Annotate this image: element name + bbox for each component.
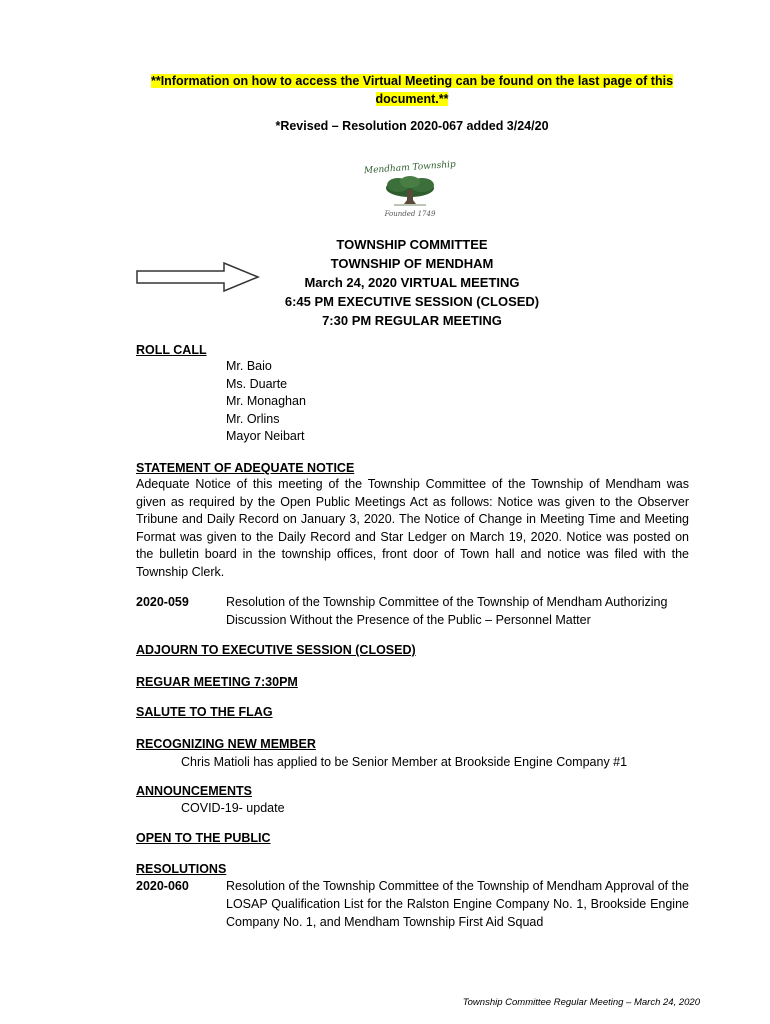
resolution-text: Resolution of the Township Committee of the Township of Mendham Authorizing Discussion Without the Presence of the Public – Personnel Matter [226, 595, 668, 627]
announcements-heading: ANNOUNCEMENTS [136, 784, 252, 798]
new-member-text: Chris Matioli has applied to be Senior Member at Brookside Engine Company #1 [181, 755, 628, 769]
page-footer: Township Committee Regular Meeting – March 24, 2020 [462, 997, 700, 1008]
adequate-notice-heading: STATEMENT OF ADEQUATE NOTICE [136, 461, 355, 475]
resolution-number: 2020-060 [136, 879, 189, 893]
header-line: TOWNSHIP OF MENDHAM [330, 256, 494, 271]
notice-line-2: document.** [375, 92, 449, 106]
resolution-number: 2020-059 [136, 595, 189, 609]
open-public-heading: OPEN TO THE PUBLIC [136, 831, 271, 845]
member-name: Mr. Monaghan [226, 394, 306, 408]
header-line: 7:30 PM REGULAR MEETING [322, 313, 502, 328]
meeting-header [250, 235, 574, 330]
right-arrow-icon [136, 262, 260, 292]
notice-line-1: **Information on how to access the Virtual Meeting can be found on the last page of this [150, 74, 674, 88]
salute-heading: SALUTE TO THE FLAG [136, 705, 273, 719]
roll-call-heading: ROLL CALL [136, 343, 207, 357]
announcements-text: COVID-19- update [181, 801, 285, 815]
member-name: Mayor Neibart [226, 429, 305, 443]
tree-icon [386, 176, 434, 205]
township-logo [360, 158, 460, 220]
revised-note: *Revised – Resolution 2020-067 added 3/24/20 [275, 119, 549, 133]
member-name: Mr. Baio [226, 359, 272, 373]
adjourn-heading: ADJOURN TO EXECUTIVE SESSION (CLOSED) [136, 643, 416, 657]
virtual-meeting-notice [136, 72, 688, 108]
member-name: Ms. Duarte [226, 376, 288, 391]
header-line: March 24, 2020 VIRTUAL MEETING [304, 275, 520, 290]
new-member-heading: RECOGNIZING NEW MEMBER [136, 737, 316, 751]
header-line: TOWNSHIP COMMITTEE [336, 237, 488, 252]
resolutions-heading: RESOLUTIONS [136, 862, 227, 876]
adequate-notice-body: Adequate Notice of this meeting of the Township Committee of the Township of Mendham was given as required by the Open Public Meetings Act as follows: Notice was given to the Observer Tribune and Daily Record on January 3, 2020. The Notice of Change in Meeting Time and Meeting Format was given to the Daily Record and Star Ledger on March 19, 2020. Notice was posted on the bulletin board in the township offices, front door of Town hall and notice was filed with the Township Clerk. [136, 477, 689, 579]
logo-bottom-text: Founded 1749 [384, 210, 436, 218]
roll-call-list [226, 358, 306, 446]
header-line: 6:45 PM EXECUTIVE SESSION (CLOSED) [284, 294, 540, 309]
member-name: Mr. Orlins [226, 411, 280, 426]
logo-top-text: Mendham Township [363, 159, 457, 177]
resolution-text: Resolution of the Township Committee of the Township of Mendham Approval of the LOSAP Qualification List for the Ralston Engine Company No. 1, Brookside Engine Company No. 1, and Mendham Township First Aid Squad [226, 879, 690, 929]
regular-meeting-heading: REGUAR MEETING 7:30PM [136, 675, 298, 689]
